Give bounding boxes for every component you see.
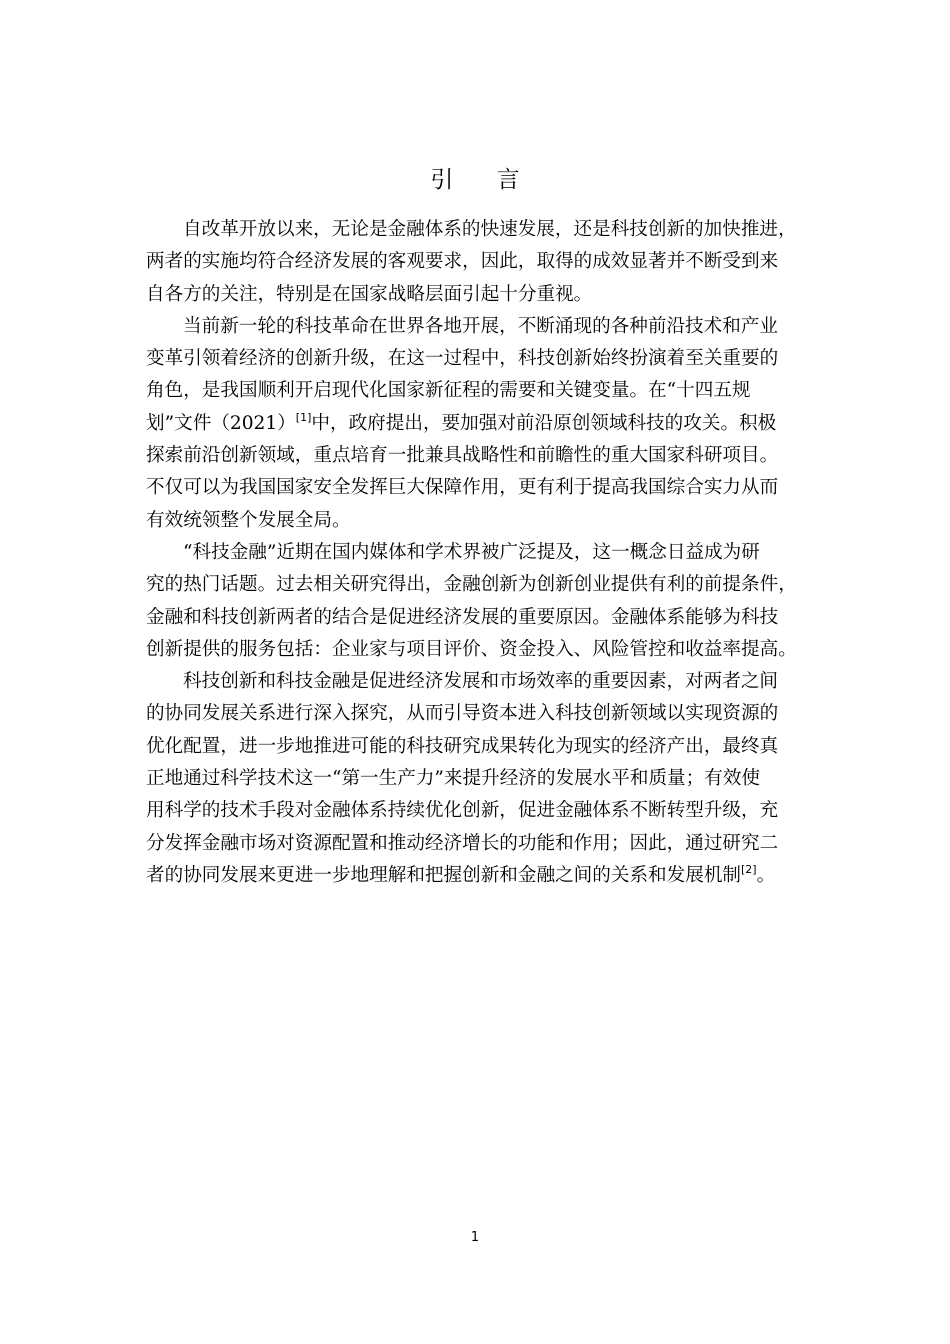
body-text bbox=[146, 214, 808, 892]
text-line bbox=[146, 569, 808, 601]
line-text: 划”文件（2021） bbox=[146, 412, 296, 434]
line-text: 角色，是我国顺利开启现代化国家新征程的需要和关键变量。在“十四五规 bbox=[146, 380, 751, 402]
line-text: 探索前沿创新领域，重点培育一批兼具战略性和前瞻性的重大国家科研项目。 bbox=[146, 445, 779, 467]
text-line bbox=[146, 537, 808, 569]
line-text-continued: 中，政府提出，要加强对前沿原创领域科技的攻关。积极 bbox=[311, 412, 777, 434]
line-text: 正地通过科学技术这一“第一生产力”来提升经济的发展水平和质量；有效使 bbox=[146, 768, 761, 790]
line-text: 究的热门话题。过去相关研究得出，金融创新为创新创业提供有利的前提条件， bbox=[146, 574, 797, 596]
text-line bbox=[146, 634, 808, 666]
citation-reference: [2] bbox=[741, 862, 757, 876]
text-line bbox=[146, 795, 808, 827]
text-line bbox=[146, 440, 808, 472]
text-line bbox=[146, 408, 808, 440]
line-text: 用科学的技术手段对金融体系持续优化创新，促进金融体系不断转型升级，充 bbox=[146, 800, 779, 822]
section-title: 引 言 bbox=[430, 167, 538, 193]
line-text: 不仅可以为我国国家安全发挥巨大保障作用，更有利于提高我国综合实力从而 bbox=[146, 477, 779, 499]
text-line bbox=[146, 311, 808, 343]
text-line bbox=[146, 279, 808, 311]
line-text: 当前新一轮的科技革命在世界各地开展，不断涌现的各种前沿技术和产业 bbox=[183, 315, 779, 337]
text-line bbox=[146, 214, 808, 246]
citation-reference: [1] bbox=[295, 410, 312, 424]
text-line bbox=[146, 375, 808, 407]
line-text: 的协同发展关系进行深入探究，从而引导资本进入科技创新领域以实现资源的 bbox=[146, 703, 779, 725]
line-text: 金融和科技创新两者的结合是促进经济发展的重要原因。金融体系能够为科技 bbox=[146, 606, 779, 628]
text-line bbox=[146, 246, 808, 278]
text-line bbox=[146, 860, 808, 892]
text-line bbox=[146, 343, 808, 375]
line-text: 优化配置，进一步地推进可能的科技研究成果转化为现实的经济产出，最终真 bbox=[146, 735, 779, 757]
line-text: 创新提供的服务包括：企业家与项目评价、资金投入、风险管控和收益率提高。 bbox=[146, 638, 797, 660]
text-line bbox=[146, 666, 808, 698]
text-line bbox=[146, 472, 808, 504]
line-text: 两者的实施均符合经济发展的客观要求，因此，取得的成效显著并不断受到来 bbox=[146, 251, 779, 273]
line-text: 者的协同发展来更进一步地理解和把握创新和金融之间的关系和发展机制 bbox=[146, 864, 742, 886]
text-line bbox=[146, 828, 808, 860]
line-text: 科技创新和科技金融是促进经济发展和市场效率的重要因素，对两者之间 bbox=[183, 671, 779, 693]
text-line bbox=[146, 763, 808, 795]
line-text: 有效统领整个发展全局。 bbox=[146, 509, 351, 531]
line-text: 分发挥金融市场对资源配置和推动经济增长的功能和作用；因此，通过研究二 bbox=[146, 832, 779, 854]
text-line bbox=[146, 505, 808, 537]
text-line bbox=[146, 698, 808, 730]
line-text: 自各方的关注，特别是在国家战略层面引起十分重视。 bbox=[146, 283, 593, 305]
text-line bbox=[146, 602, 808, 634]
page-number: 1 bbox=[470, 1230, 480, 1245]
text-line bbox=[146, 731, 808, 763]
line-text: 自改革开放以来，无论是金融体系的快速发展，还是科技创新的加快推进， bbox=[183, 219, 797, 240]
line-text: “科技金融”近期在国内媒体和学术界被广泛提及，这一概念日益成为研 bbox=[183, 541, 760, 563]
line-text-continued: 。 bbox=[756, 864, 776, 886]
line-text: 变革引领着经济的创新升级，在这一过程中，科技创新始终扮演着至关重要的 bbox=[146, 348, 779, 370]
